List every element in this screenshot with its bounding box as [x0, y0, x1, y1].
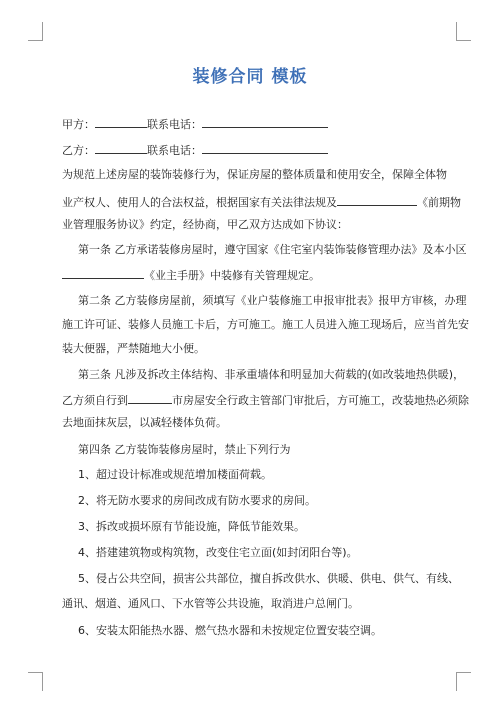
intro-line-3: 业管理服务协议》约定，经协商，甲乙双方达成如下协议： — [62, 218, 348, 231]
party-b-blank[interactable] — [95, 142, 147, 154]
intro-line-2-tail: 《前期物 — [417, 196, 461, 209]
party-a-phone-label: 联系电话： — [147, 118, 202, 131]
party-a-blank[interactable] — [95, 116, 147, 128]
intro-line-2-text: 业产权人、使用人的合法权益，根据国家有关法律法规及 — [62, 196, 337, 209]
party-a-label: 甲方： — [62, 118, 95, 131]
list-item: 4、搭建建筑物或构筑物，改变住宅立面(如封闭阳台等)。 — [78, 546, 358, 559]
list-item: 6、安装太阳能热水器、燃气热水器和未按规定位置安装空调。 — [78, 624, 382, 637]
intro-line-2 — [62, 194, 461, 210]
party-b-phone-blank[interactable] — [202, 142, 328, 154]
regulation-blank[interactable] — [337, 194, 417, 206]
crop-mark-top-right — [456, 22, 471, 41]
document-title: 装修合同 模板 — [192, 67, 308, 87]
article1-line-1: 第一条 乙方承诺装修房屋时，遵守国家《住宅室内装饰装修管理办法》及本小区 — [78, 243, 467, 256]
community-blank[interactable] — [62, 267, 144, 279]
party-b-label: 乙方： — [62, 144, 95, 157]
intro-line-1: 为规范上述房屋的装饰装修行为，保证房屋的整体质量和使用安全，保障全体物 — [62, 168, 447, 181]
list-item: 1、超过设计标准或规范增加楼面荷载。 — [78, 468, 272, 481]
list-item: 5、侵占公共空间，损害公共部位，擅自拆改供水、供暖、供电、供气、有线、 — [78, 572, 459, 585]
list-item: 2、将无防水要求的房间改成有防水要求的房间。 — [78, 494, 316, 507]
party-a-phone-blank[interactable] — [202, 116, 328, 128]
party-b-phone-label: 联系电话： — [147, 144, 202, 157]
city-blank[interactable] — [128, 392, 172, 404]
article1-line-2-text: 《业主手册》中装修有关管理规定。 — [144, 269, 320, 282]
article1-line-2 — [62, 267, 320, 283]
crop-mark-bottom-right — [456, 672, 471, 691]
crop-mark-top-left — [28, 22, 43, 41]
party-a-line — [62, 116, 328, 132]
article2-line-2: 施工许可证、装修人员施工卡后，方可施工。施工人员进入施工现场后，应当首先安 — [62, 318, 469, 331]
list-item-continuation: 通讯、烟道、通风口、下水管等公共设施，取消进户总闸门。 — [62, 597, 359, 610]
article3-line-2 — [62, 392, 469, 408]
article3-line-2-tail: 市房屋安全行政主管部门审批后，方可施工，改装地热必须除 — [172, 394, 469, 407]
list-item: 3、拆改或损坏原有节能设施，降低节能效果。 — [78, 520, 305, 533]
article3-line-2-text: 乙方须自行到 — [62, 394, 128, 407]
party-b-line — [62, 142, 328, 158]
article3-line-1: 第三条 凡涉及拆改主体结构、非承重墙体和明显加大荷载的(如改装地热供暖)， — [78, 368, 465, 381]
article2-line-3: 装大便器，严禁随地大小便。 — [62, 342, 205, 355]
crop-mark-bottom-left — [28, 672, 43, 691]
article4-heading: 第四条 乙方装饰装修房屋时，禁止下列行为 — [78, 443, 291, 456]
article3-line-3: 去地面抹灰层，以减轻楼体负荷。 — [62, 416, 227, 429]
article2-line-1: 第二条 乙方装修房屋前，须填写《业户装修施工申报审批表》报甲方审核，办理 — [78, 294, 467, 307]
